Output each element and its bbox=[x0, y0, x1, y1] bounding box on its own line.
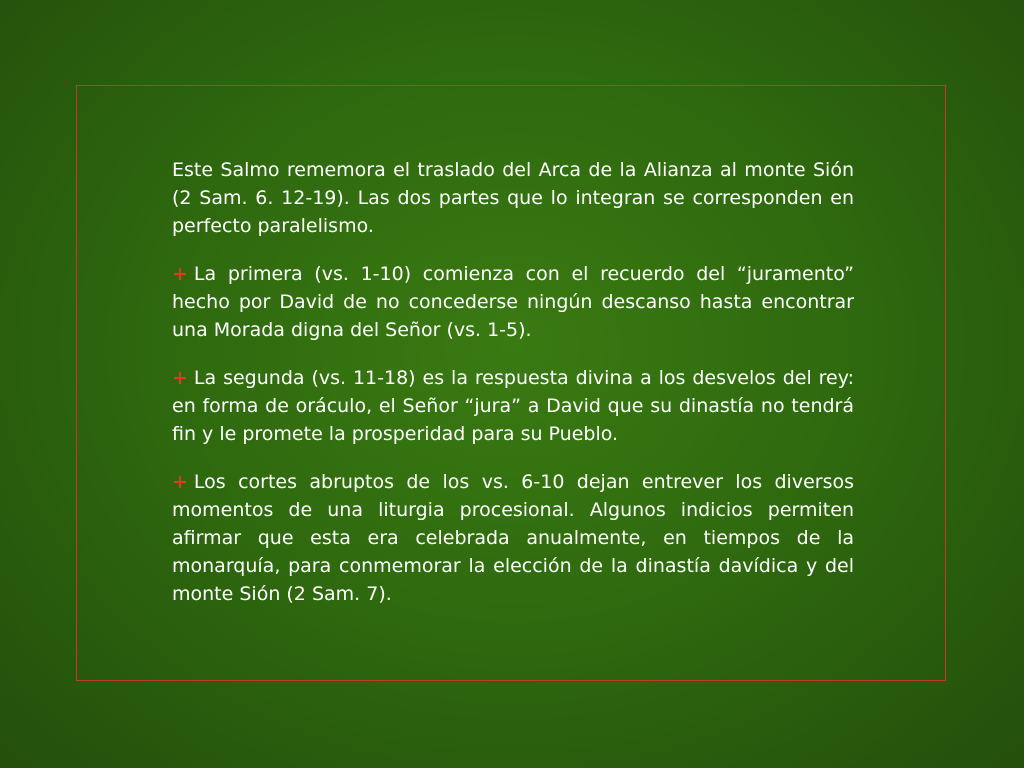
intro-text: Este Salmo rememora el traslado del Arca de la Alianza al monte Sión (2 Sam. 6. 12-19). Las dos partes que lo integran se corresponden en perfecto paralelismo. bbox=[172, 159, 854, 237]
bullet-paragraph-3 bbox=[172, 468, 854, 608]
cross-bullet-icon: + bbox=[172, 471, 188, 493]
cross-bullet-icon: + bbox=[172, 367, 188, 389]
bullet-text-1: La primera (vs. 1-10) comienza con el recuerdo del “juramento” hecho por David de no concederse ningún descanso hasta encontrar una Morada digna del Señor (vs. 1-5). bbox=[172, 263, 854, 341]
cross-bullet-icon: + bbox=[172, 263, 188, 285]
intro-paragraph bbox=[172, 156, 854, 240]
bullet-text-3: Los cortes abruptos de los vs. 6-10 dejan entrever los diversos momentos de una liturgia procesional. Algunos indicios permiten afirmar que esta era celebrada anualmente, en tiempos de la monarquía, para conmemorar la elección de la dinastía davídica y del monte Sión (2 Sam. 7). bbox=[172, 471, 854, 605]
slide-text-body bbox=[172, 156, 854, 628]
bullet-paragraph-1 bbox=[172, 260, 854, 344]
bullet-text-2: La segunda (vs. 11-18) es la respuesta divina a los desvelos del rey: en forma de oráculo, el Señor “jura” a David que su dinastía no tendrá fin y le promete la prosperidad para su Pueblo. bbox=[172, 367, 854, 445]
bullet-paragraph-2 bbox=[172, 364, 854, 448]
